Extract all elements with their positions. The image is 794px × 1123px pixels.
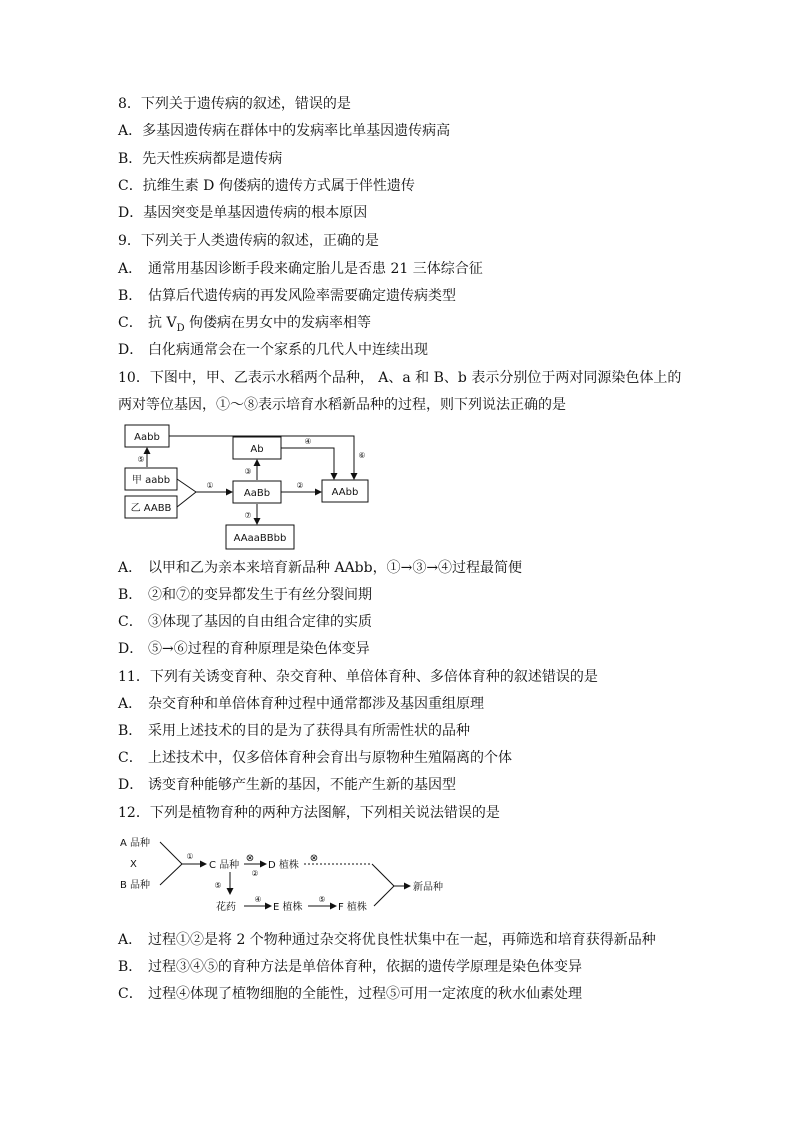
option-label: B． xyxy=(118,288,143,304)
box-yi-label: 乙 AABB xyxy=(130,503,172,514)
merge-line-bottom xyxy=(177,492,196,507)
q10-option-a xyxy=(118,558,522,578)
q8-option-c xyxy=(118,176,415,196)
circle-2: ② xyxy=(296,481,304,490)
box-ab-label: Ab xyxy=(250,444,264,455)
option-label: A． xyxy=(118,696,143,712)
q10-option-b xyxy=(118,585,372,605)
circle-5-down: ⑤ xyxy=(214,881,222,890)
label-x: X xyxy=(130,859,137,870)
q10-diagram xyxy=(118,420,378,554)
circle-4: ④ xyxy=(254,895,262,904)
circle-1: ① xyxy=(206,481,214,490)
q8-option-b xyxy=(118,149,282,169)
option-label: D． xyxy=(118,205,144,221)
circle-1: ① xyxy=(186,852,194,861)
merge-top xyxy=(372,864,394,886)
box-jia-label: 甲 aabb xyxy=(131,475,171,486)
option-text: 白化病通常会在一个家系的几代人中连续出现 xyxy=(148,342,428,358)
q11-option-a xyxy=(118,694,484,714)
option-text: 杂交育种和单倍体育种过程中通常都涉及基因重组原理 xyxy=(148,696,484,712)
label-a-variety: A 品种 xyxy=(120,838,151,849)
option-text: 过程③④⑤的育种方法是单倍体育种，依据的遗传学原理是染色体变异 xyxy=(148,959,582,975)
option-text-post: 佝偻病在男女中的发病率相等 xyxy=(184,315,372,331)
option-text: ②和⑦的变异都发生于有丝分裂间期 xyxy=(148,587,372,603)
selfing-icon-1: ⊗ xyxy=(245,853,255,864)
q9-option-c xyxy=(118,313,371,339)
box-tetra-label: AAaaBBbb xyxy=(233,533,287,544)
option-text: 多基因遗传病在群体中的发病率比单基因遗传病高 xyxy=(142,123,451,139)
option-label: C． xyxy=(118,614,143,630)
q9-option-b xyxy=(118,286,456,306)
q12-option-b xyxy=(118,957,582,977)
q8-option-a xyxy=(118,121,450,141)
circle-4: ④ xyxy=(304,437,312,446)
option-text: ⑤→⑥过程的育种原理是染色体变异 xyxy=(148,641,370,657)
option-label: D． xyxy=(118,641,144,657)
q10-option-c xyxy=(118,612,372,632)
option-text: 采用上述技术的目的是为了获得具有所需性状的品种 xyxy=(148,723,470,739)
q12-diagram xyxy=(118,830,458,922)
option-text-pre: 抗 V xyxy=(148,315,177,331)
option-label: D． xyxy=(118,342,144,358)
box-aabb-mid-label: AaBb xyxy=(243,488,271,499)
selfing-icon-2: ⊗ xyxy=(309,853,319,864)
option-text: 过程④体现了植物细胞的全能性，过程⑤可用一定浓度的秋水仙素处理 xyxy=(148,986,582,1002)
circle-5-left: ⑤ xyxy=(137,455,145,464)
q9-stem: 9．下列关于人类遗传病的叙述，正确的是 xyxy=(118,233,379,249)
q9-option-d xyxy=(118,340,428,360)
q8-stem: 8．下列关于遗传病的叙述，错误的是 xyxy=(118,96,351,112)
option-text: 上述技术中，仅多倍体育种会育出与原物种生殖隔离的个体 xyxy=(148,750,512,766)
circle-7: ⑦ xyxy=(244,511,252,520)
q9-option-a xyxy=(118,259,483,279)
label-new-variety: 新品种 xyxy=(413,882,443,893)
option-text: 基因突变是单基因遗传病的根本原因 xyxy=(143,205,368,221)
option-label: C． xyxy=(118,178,143,194)
option-text: 以甲和乙为亲本来培育新品种 AAbb，①→③→④过程最简便 xyxy=(148,560,523,576)
option-text: 估算后代遗传病的再发风险率需要确定遗传病类型 xyxy=(148,288,456,304)
label-e-plant: E 植株 xyxy=(273,902,303,913)
q10-stem-line1: 10．下图中，甲、乙表示水稻两个品种， A、a 和 B、b 表示分别位于两对同源染色体上的 xyxy=(118,370,682,386)
box-aabb-top-label: Aabb xyxy=(134,432,160,443)
option-label: A． xyxy=(118,560,143,576)
option-label: C． xyxy=(118,750,143,766)
option-label: B． xyxy=(118,723,143,739)
option-label: C． xyxy=(118,315,143,331)
q11-option-c xyxy=(118,748,512,768)
option-text: 过程①②是将 2 个物种通过杂交将优良性状集中在一起，再筛选和培育获得新品种 xyxy=(148,932,656,948)
circle-5: ⑤ xyxy=(318,895,326,904)
option-text: 抗维生素 D 佝偻病的遗传方式属于伴性遗传 xyxy=(142,178,415,194)
label-b-variety: B 品种 xyxy=(120,880,151,891)
q12-option-a xyxy=(118,930,656,950)
option-label: B． xyxy=(118,587,143,603)
merge-b xyxy=(160,864,182,885)
merge-line-top xyxy=(177,479,196,492)
q8-option-d xyxy=(118,203,367,223)
box-aabb-target-label: AAbb xyxy=(331,487,359,498)
q12-option-c xyxy=(118,984,582,1004)
option-label: B． xyxy=(118,151,143,167)
option-text: 诱变育种能够产生新的基因，不能产生新的基因型 xyxy=(148,777,456,793)
option-text: ③体现了基因的自由组合定律的实质 xyxy=(148,614,372,630)
label-c-variety: C 品种 xyxy=(209,860,240,871)
label-anther: 花药 xyxy=(216,902,236,913)
option-label: C． xyxy=(118,986,143,1002)
q11-option-b xyxy=(118,721,470,741)
circle-2: ② xyxy=(251,869,259,878)
circle-6: ⑥ xyxy=(358,451,366,460)
option-label: A． xyxy=(118,123,143,139)
merge-bottom xyxy=(374,886,394,906)
q11-option-d xyxy=(118,775,456,795)
label-d-plant: D 植株 xyxy=(268,860,299,871)
circle-3: ③ xyxy=(244,467,252,476)
q11-stem: 11．下列有关诱变育种、杂交育种、单倍体育种、多倍体育种的叙述错误的是 xyxy=(118,669,598,685)
option-text-sub: D xyxy=(176,322,185,334)
label-f-plant: F 植株 xyxy=(338,902,367,913)
q10-option-d xyxy=(118,639,370,659)
q12-stem: 12．下列是植物育种的两种方法图解，下列相关说法错误的是 xyxy=(118,805,500,821)
option-label: D． xyxy=(118,777,144,793)
option-label: B． xyxy=(118,959,143,975)
option-label: A． xyxy=(118,932,143,948)
arrow-4 xyxy=(281,448,334,479)
q10-stem-line2: 两对等位基因，①～⑧表示培育水稻新品种的过程，则下列说法正确的是 xyxy=(118,397,566,413)
option-text: 通常用基因诊断手段来确定胎儿是否患 21 三体综合征 xyxy=(148,261,483,277)
option-label: A． xyxy=(118,261,143,277)
option-text: 先天性疾病都是遗传病 xyxy=(142,151,283,167)
merge-a xyxy=(160,842,182,864)
